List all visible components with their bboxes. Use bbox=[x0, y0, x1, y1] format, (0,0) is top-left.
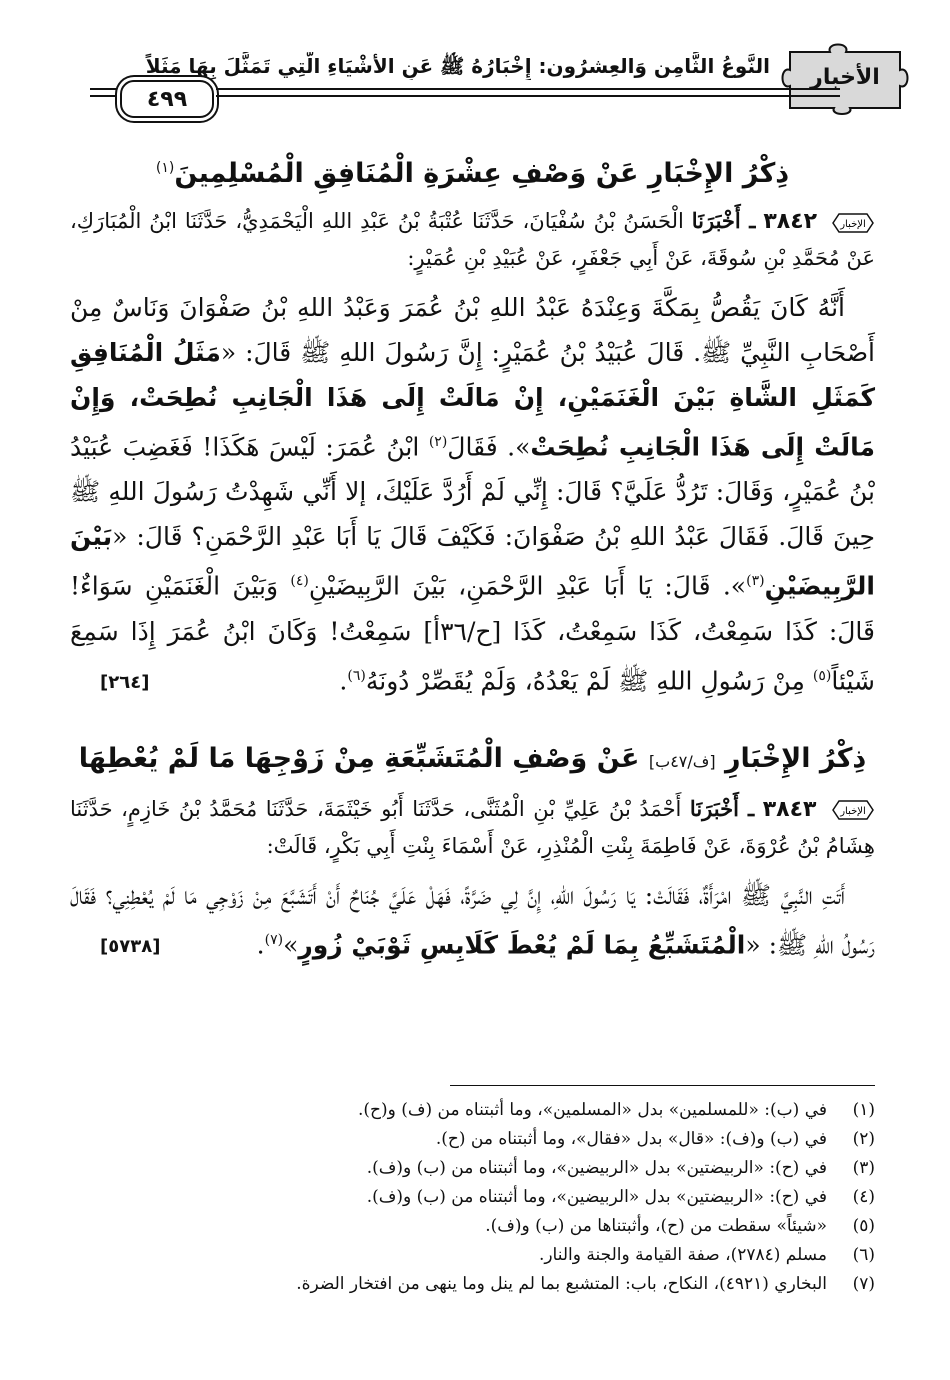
footnote-text: البخاري (٤٩٢١)، النكاح، باب: المتشبع بما لم ينل وما ينهى من افتخار الضرة. bbox=[296, 1274, 827, 1294]
footnote-item bbox=[70, 1183, 875, 1212]
footnote-text: في (ح): «الربيضتين» بدل «الربيضين»، وما أثبتناه من (ب) و(ف). bbox=[366, 1158, 827, 1178]
footnote-number: (٦) bbox=[852, 1245, 875, 1265]
section-heading-1 bbox=[70, 148, 875, 194]
cross-reference: [٥٧٣٨] bbox=[100, 935, 161, 957]
page-header bbox=[0, 0, 950, 120]
hadith-number: ٣٨٤٣ bbox=[762, 796, 817, 822]
cross-reference: [٢٦٤] bbox=[100, 671, 150, 693]
main-text bbox=[70, 138, 875, 969]
header-rule-right-2 bbox=[216, 95, 840, 97]
header-rule-left bbox=[90, 88, 118, 90]
footnote-item bbox=[70, 1270, 875, 1299]
footnote-number: (١) bbox=[852, 1100, 875, 1120]
footnote-item bbox=[70, 1125, 875, 1154]
heading-text: عَنْ وَصْفِ الْمُتَشَبِّعَةِ مِنْ زَوْجِهَا مَا لَمْ يُعْطِهَا bbox=[78, 742, 640, 774]
matn-bold: الْمُتَشَبِّعُ بِمَا لَمْ يُعْطَ كَلَابِسِ ثَوْبَيْ زُورٍ bbox=[298, 930, 746, 960]
heading-text: ذِكْرُ الإِخْبَارِ عَنْ وَصْفِ عِشْرَةِ الْمُنَافِقِ الْمُسْلِمِينَ bbox=[174, 158, 790, 189]
footnote-marker: (٤) bbox=[290, 573, 309, 590]
matn-text: . bbox=[256, 930, 265, 960]
footnotes bbox=[70, 1096, 875, 1299]
section-tab bbox=[780, 40, 910, 115]
header-rule-right bbox=[216, 88, 840, 90]
matn-text: . bbox=[339, 665, 348, 695]
matn-text: » bbox=[283, 930, 299, 960]
hadith-number: ٣٨٤٢ bbox=[763, 209, 818, 234]
footnote-marker: (٣) bbox=[746, 573, 765, 590]
akhbarana: ـ أَخْبَرَنَا bbox=[691, 208, 756, 233]
running-title: النَّوعُ الثَّامِن وَالعِشرُون: إِخْبَارُهُ ﷺ عَنِ الأشْيَاءِ الَّتِي تَمَثَّلَ بِهَا مَثَلاً bbox=[145, 54, 770, 78]
section-heading-2 bbox=[70, 739, 875, 782]
footnote-text: في (ب): «للمسلمين» بدل «المسلمين»، وما أثبتناه من (ف) و(ح). bbox=[358, 1100, 827, 1120]
ornament-label: الإخبار bbox=[840, 806, 866, 818]
footnote-text: في (ح): «الربيضتين» بدل «الربيضين»، وما أثبتناه من (ب) و(ف). bbox=[366, 1187, 827, 1207]
footnote-item bbox=[70, 1096, 875, 1125]
matn-3842 bbox=[70, 285, 875, 703]
ornament-label: الإخبار bbox=[840, 218, 866, 230]
footnote-marker: (٢) bbox=[428, 434, 448, 450]
footnote-marker: (٦) bbox=[347, 667, 366, 684]
footnote-marker: (٥) bbox=[812, 667, 832, 684]
heading-text: ذِكْرُ الإِخْبَارِ bbox=[725, 742, 867, 774]
footnote-item bbox=[70, 1212, 875, 1241]
footnote-number: (٣) bbox=[852, 1158, 875, 1178]
footnote-number: (٤) bbox=[852, 1187, 875, 1207]
matn-text: وَبَيْنَ الْغَنَمَيْنِ سَوَاءٌ! قَالَ: كَذَا سَمِعْتُ، كَذَا سَمِعْتُ، كَذَا [ح/٣٦أ] سَمِعْتُ! وَكَانَ ابْنُ عُمَرَ إِذَا سَمِعَ شَيْئاً bbox=[70, 571, 876, 695]
footnote-text: «شيئاً» سقطت من (ح)، وأثبتناها من (ب) و(ف). bbox=[485, 1216, 827, 1236]
isnad-text: أَحْمَدُ بْنُ عَلِيِّ بْنِ الْمُثَنَّى، حَدَّثَنَا أَبُو خَيْثَمَةَ، حَدَّثَنَا مُحَمَّدُ بْنُ خَازِمٍ، حَدَّثَنَا هِشَامُ بْنُ عُرْوَةَ، عَنْ فَاطِمَةَ بِنْتِ الْمُنْذِرِ، عَنْ أَسْمَاءَ بِنْتِ أَبِي بَكْرٍ، قَالَتْ: bbox=[70, 796, 875, 858]
section-tab-label: الأخبار bbox=[810, 65, 880, 90]
isnad-text: الْحَسَنُ بْنُ سُفْيَانَ، حَدَّثَنَا عُتْبَةُ بْنُ عَبْدِ اللهِ الْيَحْمَدِيُّ، حَدَّثَنَا ابْنُ الْمُبَارَكِ، عَنْ مُحَمَّدِ بْنِ سُوقَةَ، عَنْ أَبِي جَعْفَرٍ، عَنْ عُبَيْدِ بْنِ عُمَيْرٍ: bbox=[70, 209, 875, 270]
footnote-marker: (١) bbox=[155, 160, 175, 176]
footnote-text: مسلم (٢٧٨٤)، صفة القيامة والجنة والنار. bbox=[538, 1245, 827, 1265]
footnote-number: (٥) bbox=[852, 1216, 875, 1236]
footnote-text: في (ب) و(ف): «قال» بدل «فقال»، وما أثبتناه من (ح). bbox=[435, 1129, 827, 1149]
matn-bold: مَثَلُ الْمُنَافِقِ كَمَثَلِ الشَّاةِ بَيْنَ الْغَنَمَيْنِ، إِنْ مَالَتْ إِلَى هَذَا الْجَانِبِ نُطِحَتْ، وَإِنْ مَالَتْ إِلَى هَذَا الْجَانِبِ نُطِحَتْ bbox=[70, 338, 875, 462]
akhbar-ornament-icon bbox=[831, 798, 875, 822]
footnote-number: (٢) bbox=[852, 1129, 875, 1149]
matn-text: ». فَقَالَ bbox=[447, 432, 531, 462]
footnote-item bbox=[70, 1241, 875, 1270]
akhbar-ornament-icon bbox=[831, 211, 875, 235]
matn-text: ». قَالَ: يَا أَبَا عَبْدِ الرَّحْمَنِ، بَيْنَ الرَّبِيضَيْنِ bbox=[308, 571, 747, 601]
header-rule-left-2 bbox=[90, 95, 118, 97]
footnote-item bbox=[70, 1154, 875, 1183]
page-number: ٤٩٩ bbox=[120, 80, 214, 118]
matn-text: مِنْ رَسُولِ اللهِ ﷺ لَمْ يَعْدُهُ، وَلَمْ يُقَصِّرْ دُونَهُ bbox=[365, 665, 805, 695]
manuscript-marker: [ف/٤٧ب] bbox=[648, 751, 716, 771]
matn-3843 bbox=[70, 873, 875, 967]
matn-bold: بَيْنَ الرَّبِيضَيْنِ bbox=[70, 522, 875, 601]
footnote-number: (٧) bbox=[852, 1274, 875, 1294]
footnote-marker: (٧) bbox=[264, 931, 284, 948]
isnad-3842 bbox=[70, 202, 875, 277]
isnad-3843 bbox=[70, 790, 875, 865]
matn-text: أَنَّهُ كَانَ يَقُصُّ بِمَكَّةَ وَعِنْدَهُ عَبْدُ اللهِ بْنُ عُمَرَ وَعَبْدُ اللهِ بْنُ صَفْوَانَ وَنَاسٌ مِنْ أَصْحَابِ النَّبِيِّ ﷺ. قَالَ عُبَيْدُ بْنُ عُمَيْرٍ: إِنَّ رَسُولَ اللهِ ﷺ قَالَ: « bbox=[70, 293, 875, 367]
akhbarana: ـ أَخْبَرَنَا bbox=[689, 795, 755, 821]
matn-text: ابْنُ عُمَرَ: لَيْسَ هَكَذَا! فَغَضِبَ عُبَيْدُ بْنُ عُمَيْرٍ، وَقَالَ: تَرُدُّ عَلَيَّ؟ قَالَ: إِنِّي لَمْ أَرُدَّ عَلَيْكَ، إلا أَنِّي شَهِدْتُ رَسُولَ اللهِ ﷺ حِينَ قَالَ. فَقَالَ عَبْدُ اللهِ بْنُ صَفْوَانَ: فَكَيْفَ قَالَ يَا أَبَا عَبْدِ الرَّحْمَنِ؟ قَالَ: « bbox=[70, 432, 875, 552]
footnote-divider bbox=[450, 1085, 875, 1086]
matn-text: أَتَتِ النَّبِيَّ ﷺ امْرَأَةٌ، فَقَالَتْ: يَا رَسُولَ اللهِ، إِنَّ لِي ضَرَّةً، فَهَلْ عَلَيَّ جُنَاحٌ أَنْ أَتَشَبَّعَ مِنْ زَوْجِي مَا لَمْ يُعْطِنِي؟ فَقَالَ رَسُولُ اللهِ ﷺ: « bbox=[70, 880, 875, 960]
